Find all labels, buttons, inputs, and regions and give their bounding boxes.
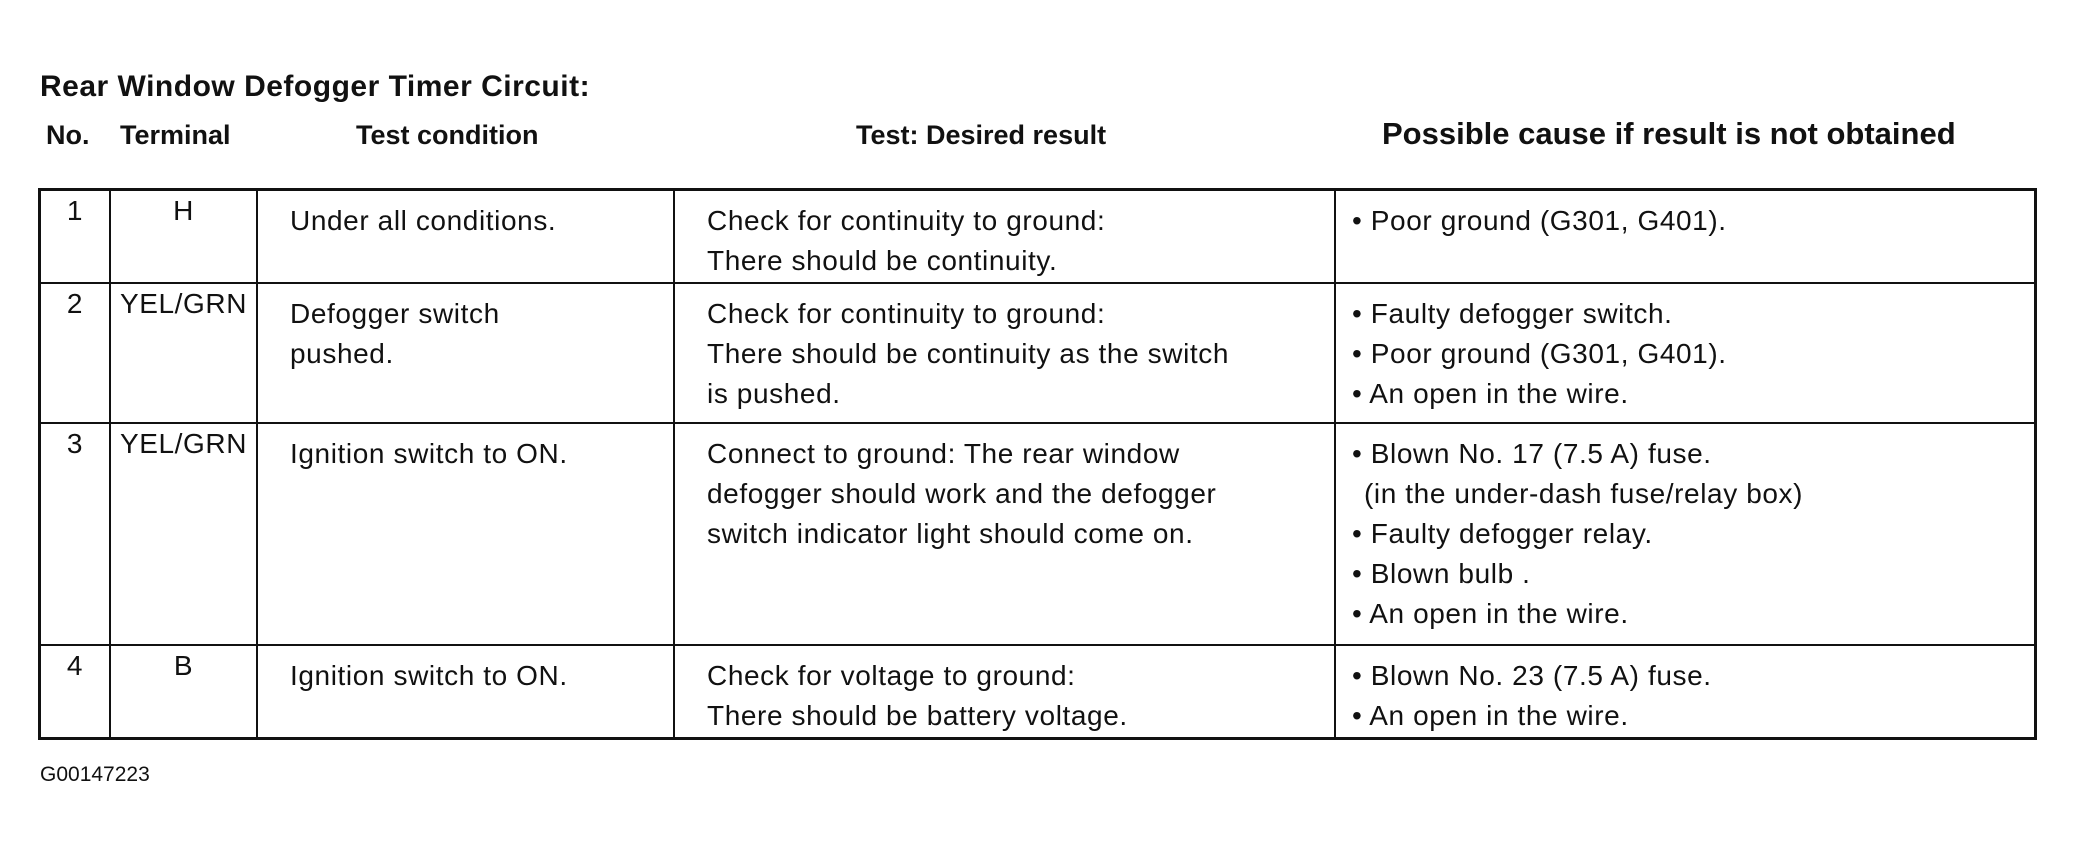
cause-item: • Faulty defogger switch. (1352, 298, 1673, 329)
result-cell (674, 190, 1335, 284)
cause-cell (1335, 423, 2036, 645)
result-line: is pushed. (707, 378, 841, 409)
terminal-cell: B (110, 645, 257, 739)
result-line: Check for continuity to ground: (707, 298, 1106, 329)
condition-line: Under all conditions. (290, 205, 557, 236)
condition-line: Ignition switch to ON. (290, 660, 568, 691)
cause-item: • Faulty defogger relay. (1352, 518, 1653, 549)
terminal-cell: YEL/GRN (110, 423, 257, 645)
cause-item: • Blown bulb . (1352, 558, 1531, 589)
row-number: 4 (40, 645, 111, 739)
header-terminal: Terminal (120, 120, 231, 150)
cause-item: • Blown No. 17 (7.5 A) fuse. (1352, 438, 1712, 469)
condition-cell (257, 423, 674, 645)
result-cell (674, 423, 1335, 645)
diagnostic-table (38, 188, 2037, 740)
row-number: 2 (40, 283, 111, 423)
table-row (40, 190, 2036, 284)
header-no: No. (46, 120, 90, 150)
table-row (40, 645, 2036, 739)
result-line: Check for continuity to ground: (707, 205, 1106, 236)
row-number: 3 (40, 423, 111, 645)
terminal-cell: H (110, 190, 257, 284)
header-possible-cause: Possible cause if result is not obtained (1382, 116, 1956, 151)
result-line: There should be continuity. (707, 245, 1058, 276)
result-cell (674, 283, 1335, 423)
table-row (40, 283, 2036, 423)
result-cell (674, 645, 1335, 739)
cause-item: • Poor ground (G301, G401). (1352, 338, 1727, 369)
table-row (40, 423, 2036, 645)
condition-cell (257, 190, 674, 284)
cause-item: • Blown No. 23 (7.5 A) fuse. (1352, 660, 1712, 691)
result-line: Check for voltage to ground: (707, 660, 1076, 691)
result-line: defogger should work and the defogger (707, 478, 1217, 509)
result-line: There should be continuity as the switch (707, 338, 1230, 369)
condition-cell (257, 283, 674, 423)
row-number: 1 (40, 190, 111, 284)
cause-item: • An open in the wire. (1352, 700, 1629, 731)
figure-id: G00147223 (40, 763, 150, 786)
cause-cell (1335, 283, 2036, 423)
condition-line: Defogger switch (290, 298, 500, 329)
cause-item-note: (in the under-dash fuse/relay box) (1364, 478, 1804, 509)
header-desired-result: Test: Desired result (856, 120, 1107, 150)
cause-item: • An open in the wire. (1352, 598, 1629, 629)
header-test-condition: Test condition (356, 120, 539, 150)
result-line: There should be battery voltage. (707, 700, 1128, 731)
condition-cell (257, 645, 674, 739)
cause-item: • Poor ground (G301, G401). (1352, 205, 1727, 236)
result-line: Connect to ground: The rear window (707, 438, 1180, 469)
cause-cell (1335, 645, 2036, 739)
cause-item: • An open in the wire. (1352, 378, 1629, 409)
cause-cell (1335, 190, 2036, 284)
terminal-cell: YEL/GRN (110, 283, 257, 423)
result-line: switch indicator light should come on. (707, 518, 1194, 549)
condition-line: pushed. (290, 338, 394, 369)
page-title: Rear Window Defogger Timer Circuit: (40, 70, 591, 103)
condition-line: Ignition switch to ON. (290, 438, 568, 469)
